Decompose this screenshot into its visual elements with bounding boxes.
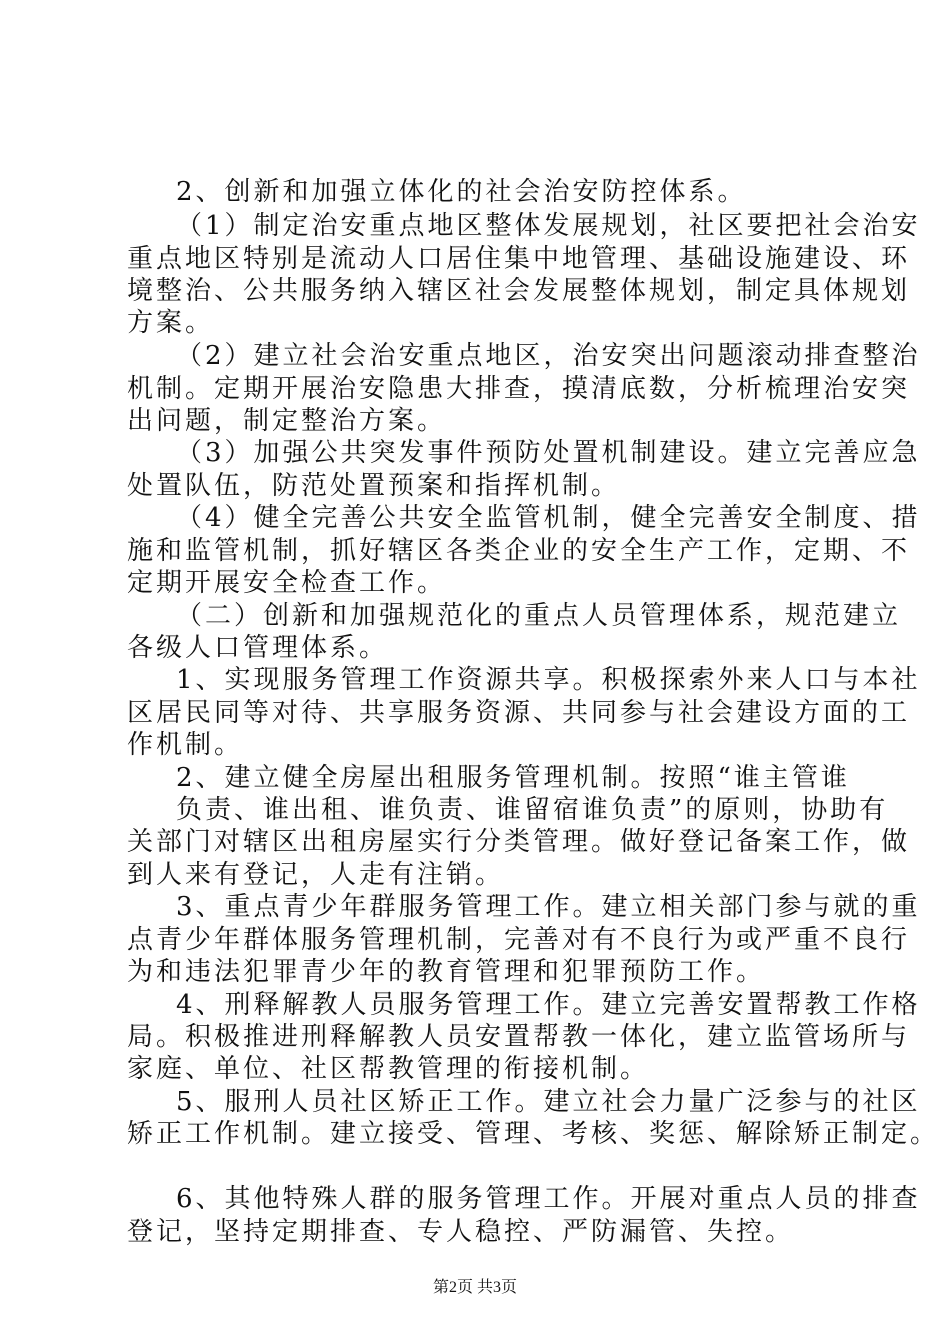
- text-line: 5、服刑人员社区矫正工作。建立社会力量广泛参与的社区: [176, 1087, 921, 1117]
- page-number-footer: 第2页 共3页: [432, 1279, 517, 1296]
- text-line: 登记，坚持定期排查、专人稳控、严防漏管、失控。: [127, 1217, 795, 1247]
- text-line: 到人来有登记，人走有注销。: [127, 860, 505, 890]
- text-line: 施和监管机制，抓好辖区各类企业的安全生产工作，定期、不: [127, 536, 911, 566]
- text-line: 6、其他特殊人群的服务管理工作。开展对重点人员的排查: [176, 1184, 921, 1214]
- text-line: 出问题，制定整治方案。: [127, 406, 447, 436]
- text-line: 矫正工作机制。建立接受、管理、考核、奖惩、解除矫正制定。: [127, 1119, 940, 1149]
- text-line: 境整治、公共服务纳入辖区社会发展整体规划，制定具体规划: [127, 276, 911, 306]
- text-line: （二）创新和加强规范化的重点人员管理体系，规范建立: [176, 601, 902, 631]
- text-line: （4）健全完善公共安全监管机制，健全完善安全制度、措: [176, 503, 921, 533]
- text-line: 作机制。: [127, 730, 244, 760]
- text-line: （2）建立社会治安重点地区，治安突出问题滚动排查整治: [176, 341, 921, 371]
- text-line: 局。积极推进刑释解教人员安置帮教一体化，建立监管场所与: [127, 1022, 911, 1052]
- text-line: 各级人口管理体系。: [127, 633, 389, 663]
- text-line: （3）加强公共突发事件预防处置机制建设。建立完善应急: [176, 438, 921, 468]
- text-line: 重点地区特别是流动人口居住集中地管理、基础设施建设、环: [127, 244, 911, 274]
- text-line: 定期开展安全检查工作。: [127, 568, 447, 598]
- text-line: 为和违法犯罪青少年的教育管理和犯罪预防工作。: [127, 957, 766, 987]
- text-line: 负责、谁出租、谁负责、谁留宿谁负责”的原则，协助有: [176, 795, 889, 825]
- text-line: 3、重点青少年群服务管理工作。建立相关部门参与就的重: [176, 892, 921, 922]
- text-line: 点青少年群体服务管理机制，完善对有不良行为或严重不良行: [127, 925, 911, 955]
- text-line: 处置队伍，防范处置预案和指挥机制。: [127, 471, 621, 501]
- text-line: 机制。定期开展治安隐患大排查，摸清底数，分析梳理治安突: [127, 374, 911, 404]
- text-line: 关部门对辖区出租房屋实行分类管理。做好登记备案工作，做: [127, 827, 911, 857]
- text-line: 家庭、单位、社区帮教管理的衔接机制。: [127, 1054, 650, 1084]
- text-line: 区居民同等对待、共享服务资源、共同参与社会建设方面的工: [127, 698, 911, 728]
- text-line: 2、创新和加强立体化的社会治安防控体系。: [176, 177, 747, 207]
- text-line: 方案。: [127, 308, 215, 338]
- text-line: 1、实现服务管理工作资源共享。积极探索外来人口与本社: [176, 665, 921, 695]
- text-line: 2、建立健全房屋出租服务管理机制。按照“谁主管谁: [176, 763, 850, 793]
- text-line: 4、刑释解教人员服务管理工作。建立完善安置帮教工作格: [176, 990, 921, 1020]
- text-line: （1）制定治安重点地区整体发展规划，社区要把社会治安: [176, 211, 921, 241]
